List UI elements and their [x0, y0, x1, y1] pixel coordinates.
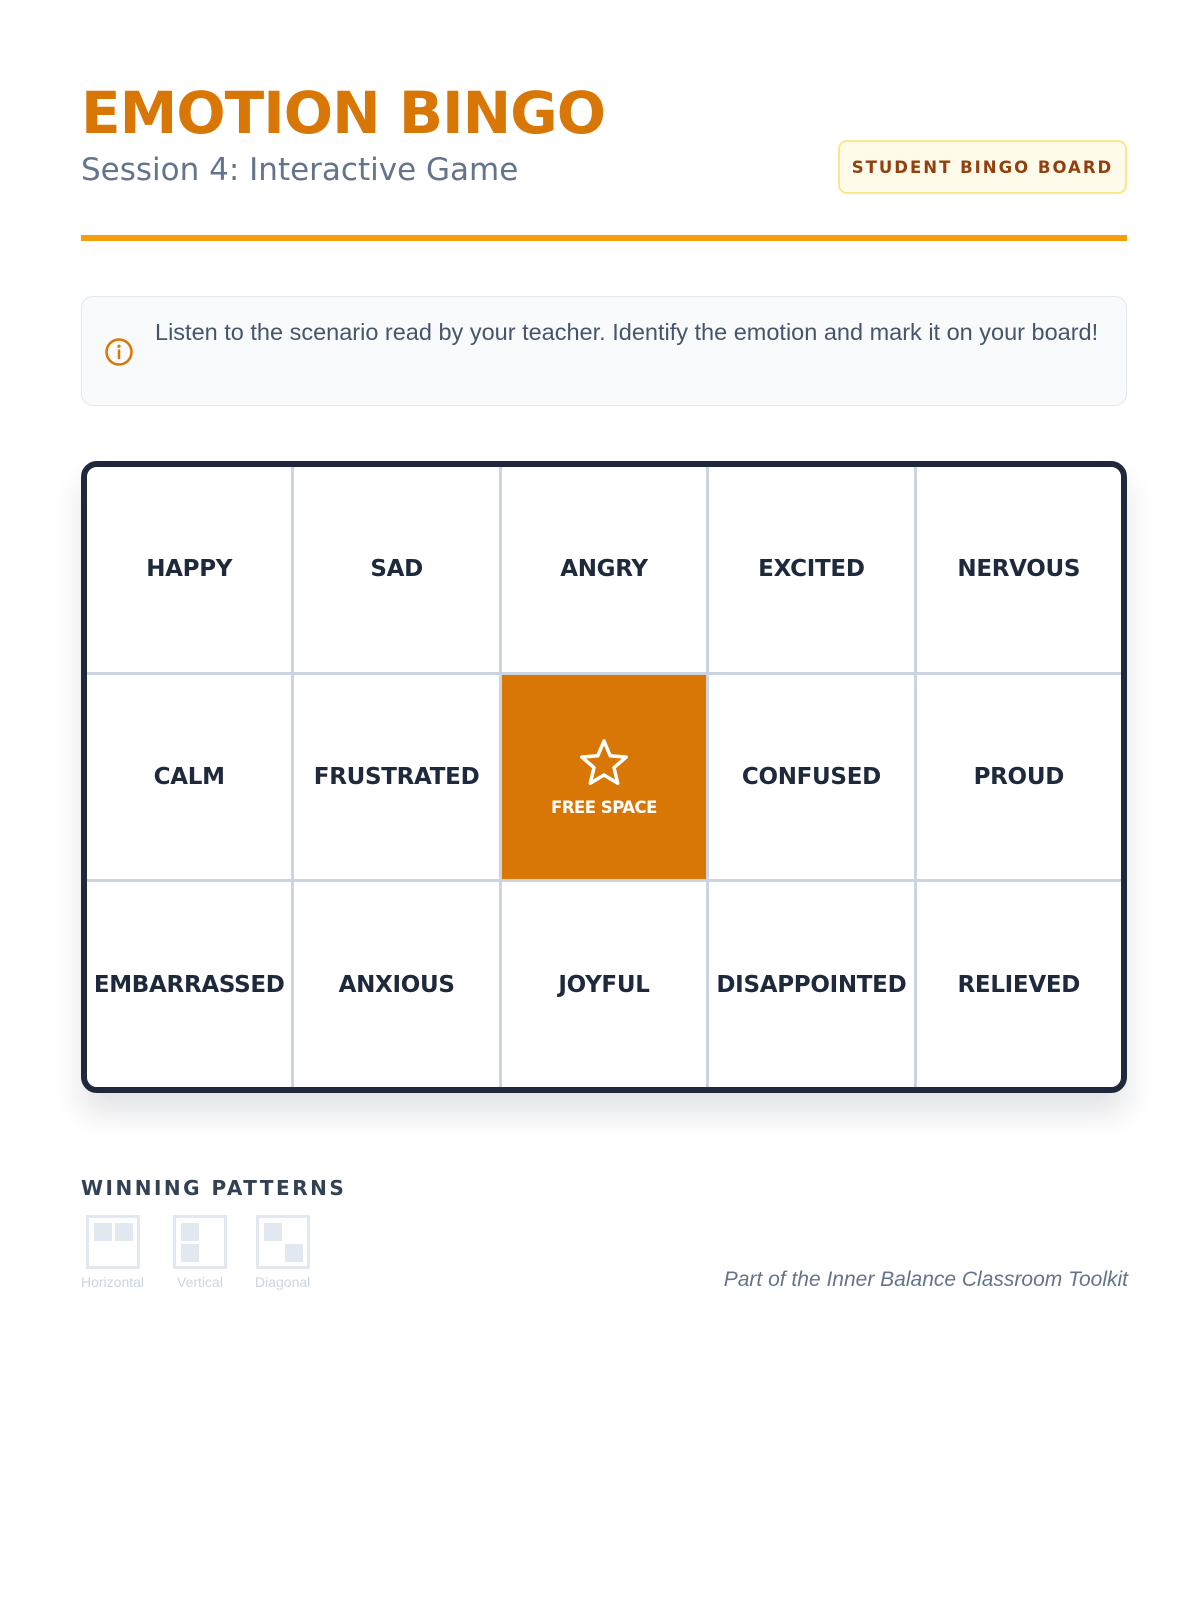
bingo-cell[interactable]: JOYFUL [502, 882, 706, 1087]
pattern-label: Diagonal [255, 1274, 311, 1290]
pattern-label: Horizontal [81, 1274, 145, 1290]
bingo-cell[interactable]: ANGRY [502, 467, 706, 672]
bingo-cell[interactable]: FRUSTRATED [294, 675, 498, 880]
student-board-badge: STUDENT BINGO BOARD [838, 140, 1127, 194]
toolkit-footer: Part of the Inner Balance Classroom Toolkit [723, 1268, 1128, 1291]
bingo-cell[interactable]: PROUD [917, 675, 1121, 880]
vertical-pattern-icon [173, 1215, 227, 1269]
pattern-diagonal [255, 1215, 310, 1290]
bingo-cell[interactable]: CALM [87, 675, 291, 880]
bingo-cell[interactable]: ANXIOUS [294, 882, 498, 1087]
star-icon [576, 736, 632, 792]
bingo-cell[interactable]: EXCITED [709, 467, 913, 672]
bingo-cell[interactable]: EMBARRASSED [87, 882, 291, 1087]
bingo-cell[interactable]: DISAPPOINTED [709, 882, 913, 1087]
page-subtitle: Session 4: Interactive Game [81, 152, 519, 188]
pattern-label: Vertical [177, 1274, 223, 1290]
bingo-cell[interactable]: CONFUSED [709, 675, 913, 880]
pattern-horizontal [81, 1215, 144, 1290]
info-circle-icon [103, 336, 135, 368]
bingo-cell[interactable]: SAD [294, 467, 498, 672]
bingo-cell[interactable]: HAPPY [87, 467, 291, 672]
free-space-cell[interactable] [502, 675, 706, 880]
bingo-board [81, 461, 1127, 1093]
horizontal-pattern-icon [86, 1215, 140, 1269]
winning-patterns-heading: WINNING PATTERNS [81, 1176, 347, 1200]
free-space-label: FREE SPACE [551, 798, 657, 818]
instruction-text: Listen to the scenario read by your teacher. Identify the emotion and mark it on your board! [155, 319, 1099, 345]
bingo-cell[interactable]: NERVOUS [917, 467, 1121, 672]
diagonal-pattern-icon [256, 1215, 310, 1269]
page-title: EMOTION BINGO [81, 79, 606, 147]
pattern-vertical [173, 1215, 227, 1290]
bingo-cell[interactable]: RELIEVED [917, 882, 1121, 1087]
instruction-box [81, 296, 1127, 406]
header-divider [81, 235, 1127, 241]
